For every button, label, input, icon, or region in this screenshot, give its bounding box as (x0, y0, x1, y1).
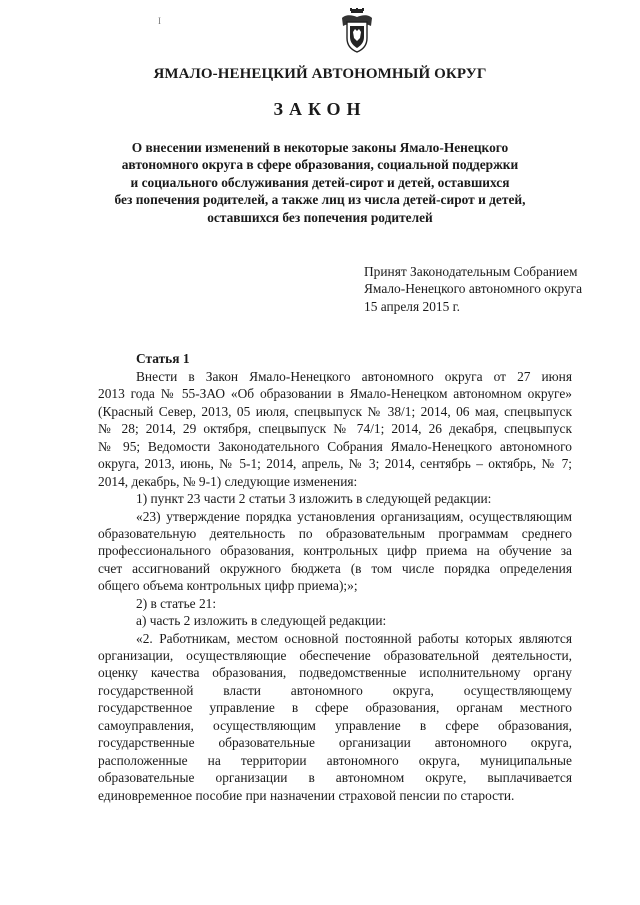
body-line: «23) утверждение порядка установления организациям, осуществляющим (136, 508, 572, 524)
body-line: № 28; 2014, 29 октября, спецвыпуск № 74/1; 2014, 26 декабря, спецвыпуск (98, 421, 572, 437)
adoption-date: 15 апреля 2015 г. (364, 298, 460, 314)
body-line: государственной власти автономного округа, осуществляющему (98, 682, 572, 698)
body-line: образовательные организации в автономном округе, выплачивается (98, 770, 572, 786)
adoption-line: Ямало-Ненецкого автономного округа (364, 281, 583, 297)
law-title-line: оставшихся без попечения родителей (207, 209, 433, 225)
body-line: 1) пункт 23 части 2 статьи 3 изложить в следующей редакции: (136, 491, 492, 507)
body-line: № 95; Ведомости Законодательного Собрания Ямало-Ненецкого автономного (98, 438, 572, 454)
adoption-line: Принят Законодательным Собранием (364, 264, 578, 279)
body-line: единовременное пособие при назначении страховой пенсии по старости. (98, 787, 515, 803)
coat-of-arms-icon (340, 8, 374, 54)
body-line: общего объема контрольных цифр приема);»; (98, 578, 358, 594)
body-line: государственное управление в сфере образования, органам местного (98, 700, 572, 716)
law-title-line: без попечения родителей, а также лиц из числа детей-сирот и детей, (114, 192, 526, 208)
law-title (90, 139, 550, 226)
body-line: Внести в Закон Ямало-Ненецкого автономного округа от 27 июня (136, 369, 572, 384)
law-title-line: и социального обслуживания детей-сирот и детей, оставшихся (130, 174, 510, 190)
body-line: а) часть 2 изложить в следующей редакции: (136, 613, 387, 629)
region-heading: ЯМАЛО-НЕНЕЦКИЙ АВТОНОМНЫЙ ОКРУГ (153, 66, 487, 82)
body-line: образовательную деятельность по образовательным программам среднего (98, 525, 572, 541)
article-heading: Статья 1 (136, 351, 190, 366)
body-line: счет ассигнований окружного бюджета (в том числе порядка определения (98, 560, 572, 576)
body-line: расположенные на территории автономного округа, муниципальные (98, 752, 572, 768)
body-line: 2013 года № 55-ЗАО «Об образовании в Ямало-Ненецком автономном округе» (98, 386, 572, 402)
adoption-note (364, 263, 582, 315)
body-line: 2) в статье 21: (136, 595, 217, 611)
body-line: профессионального образования, контрольных цифр приема на обучение за (98, 543, 572, 559)
body-line: государственные образовательные организации автономного округа, (98, 735, 572, 751)
body-line: оценку качества образования, подведомственные исполнительному органу (98, 665, 572, 681)
law-title-line: автономного округа в сфере образования, социальной поддержки (121, 157, 519, 173)
body-line: организации, осуществляющие обеспечение образовательной деятельности, (98, 648, 572, 663)
page-mark: I (158, 16, 161, 26)
body-line: (Красный Север, 2013, 05 июля, спецвыпуск № 38/1; 2014, 06 мая, спецвыпуск (98, 403, 572, 419)
body-line: округа, 2013, июнь, № 5-1; 2014, апрель, № 3; 2014, сентябрь – октябрь, № 7; (98, 456, 572, 472)
article-body (98, 368, 572, 804)
body-line: 2014, декабрь, № 9-1) следующие изменения: (98, 473, 358, 489)
body-line: «2. Работникам, местом основной постоянной работы которых являются (136, 630, 572, 646)
document-type-heading: ЗАКОН (273, 99, 367, 119)
body-line: самоуправления, осуществляющим управление в сфере образования, (98, 717, 572, 733)
law-title-line: О внесении изменений в некоторые законы Ямало-Ненецкого (131, 140, 509, 155)
